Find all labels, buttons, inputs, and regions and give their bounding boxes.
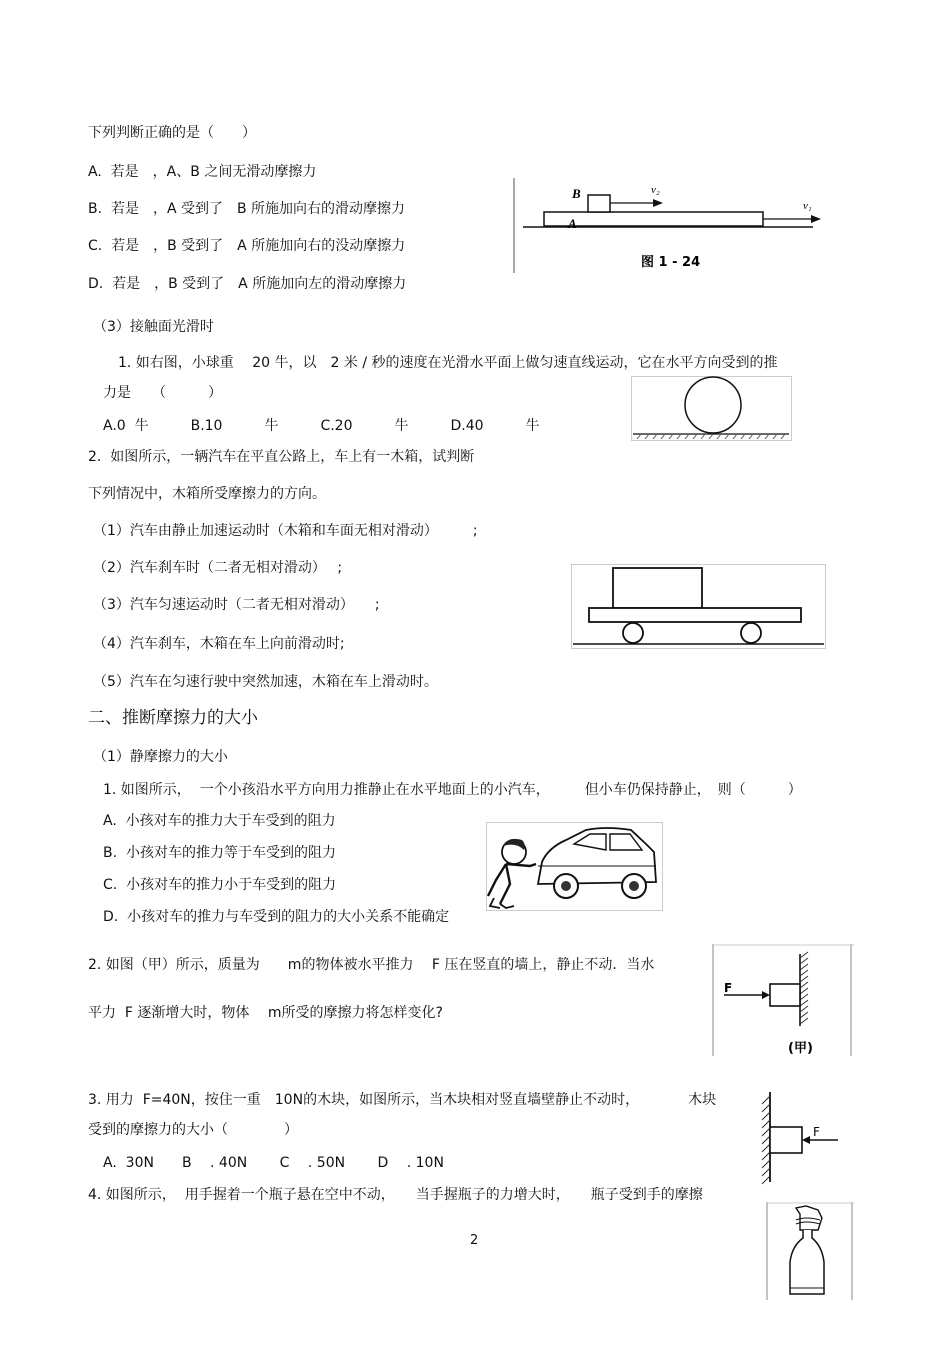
- label-b: B: [572, 186, 581, 201]
- answer-options: A. 30N B . 40N C . 50N D . 10N: [103, 1155, 444, 1171]
- sub-question: （4）汽车刹车，木箱在车上向前滑动时;: [93, 636, 345, 652]
- question-text: 力是 （ ）: [103, 385, 222, 401]
- label-a: A: [568, 216, 577, 231]
- question-text: 受到的摩擦力的大小（ ）: [88, 1122, 298, 1138]
- option-d: D. 若是 ，B 受到了 A 所施加向左的滑动摩擦力: [88, 276, 407, 292]
- figure-child-car: [486, 822, 664, 912]
- question-text: 2. 如图所示，一辆汽车在平直公路上，车上有一木箱，试判断: [88, 449, 475, 465]
- block-b: [588, 195, 610, 212]
- figure-ball: [631, 376, 793, 442]
- sub-question: （3）汽车匀速运动时（二者无相对滑动） ;: [93, 597, 380, 613]
- label-v1: v₁: [803, 200, 812, 212]
- wheel: [623, 623, 643, 643]
- figure-block-wall: [758, 1090, 844, 1186]
- wooden-box: [613, 568, 702, 608]
- figure-caption: (甲): [788, 1041, 813, 1056]
- option-b: B. 小孩对车的推力等于车受到的阻力: [103, 845, 336, 861]
- figure-wall-jia: [712, 944, 854, 1056]
- sub-question: （2）汽车刹车时（二者无相对滑动） ;: [93, 560, 343, 576]
- answer-options: A.0 牛 B.10 牛 C.20 牛 D.40 牛: [103, 418, 540, 434]
- question-text: 平力 F 逐渐增大时，物体 m所受的摩擦力将怎样变化?: [88, 1005, 443, 1021]
- force-label: F: [813, 1125, 820, 1139]
- option-b: B. 若是 ，A 受到了 B 所施加向右的滑动摩擦力: [88, 201, 406, 217]
- question-stem: 下列判断正确的是（ ）: [88, 125, 256, 141]
- question-text: 下列情况中，木箱所受摩擦力的方向。: [88, 486, 326, 502]
- subsection-heading: （3）接触面光滑时: [93, 319, 214, 335]
- option-c: C. 小孩对车的推力小于车受到的阻力: [103, 877, 337, 893]
- option-a: A. 若是 ，A、B 之间无滑动摩擦力: [88, 164, 317, 180]
- figure-blocks-ab: [513, 178, 828, 273]
- figure-caption: 图 1 - 24: [641, 255, 701, 270]
- question-text: 4. 如图所示， 用手握着一个瓶子悬在空中不动， 当手握瓶子的力增大时， 瓶子受到手的摩擦: [88, 1187, 703, 1203]
- option-c: C. 若是 ，B 受到了 A 所施加向右的没动摩擦力: [88, 238, 406, 254]
- question-text: 1. 如右图，小球重 20 牛，以 2 米 / 秒的速度在光滑水平面上做匀速直线运动，它在水平方向受到的推: [118, 355, 778, 371]
- question-text: 3. 用力 F=40N，按住一重 10N的木块，如图所示，当木块相对竖直墙壁静止不动时， 木块: [88, 1092, 717, 1108]
- figure-truck: [571, 564, 827, 650]
- question-text: 1. 如图所示， 一个小孩沿水平方向用力推静止在水平地面上的小汽车， 但小车仍保持静止， 则（ ）: [103, 782, 802, 798]
- subsection-heading: （1）静摩擦力的大小: [93, 749, 228, 765]
- question-text: 2. 如图（甲）所示，质量为 m的物体被水平推力 F 压在竖直的墙上，静止不动．当水: [88, 957, 655, 973]
- option-a: A. 小孩对车的推力大于车受到的阻力: [103, 813, 336, 829]
- sub-question: （5）汽车在匀速行驶中突然加速，木箱在车上滑动时。: [93, 674, 438, 690]
- figure-bottle: [766, 1202, 854, 1300]
- sub-question: （1）汽车由静止加速运动时（木箱和车面无相对滑动） ;: [93, 523, 478, 539]
- wheel: [741, 623, 761, 643]
- section-heading: 二、推断摩擦力的大小: [88, 708, 258, 728]
- block: [770, 1127, 802, 1153]
- force-label: F: [724, 981, 733, 995]
- option-d: D. 小孩对车的推力与车受到的阻力的大小关系不能确定: [103, 909, 450, 925]
- ball: [685, 377, 741, 433]
- page-number: 2: [470, 1233, 479, 1248]
- bottle: [790, 1230, 824, 1294]
- block-m: [770, 984, 800, 1006]
- label-v2: v₂: [651, 184, 660, 196]
- truck-bed: [589, 608, 801, 622]
- block-a: [544, 212, 763, 226]
